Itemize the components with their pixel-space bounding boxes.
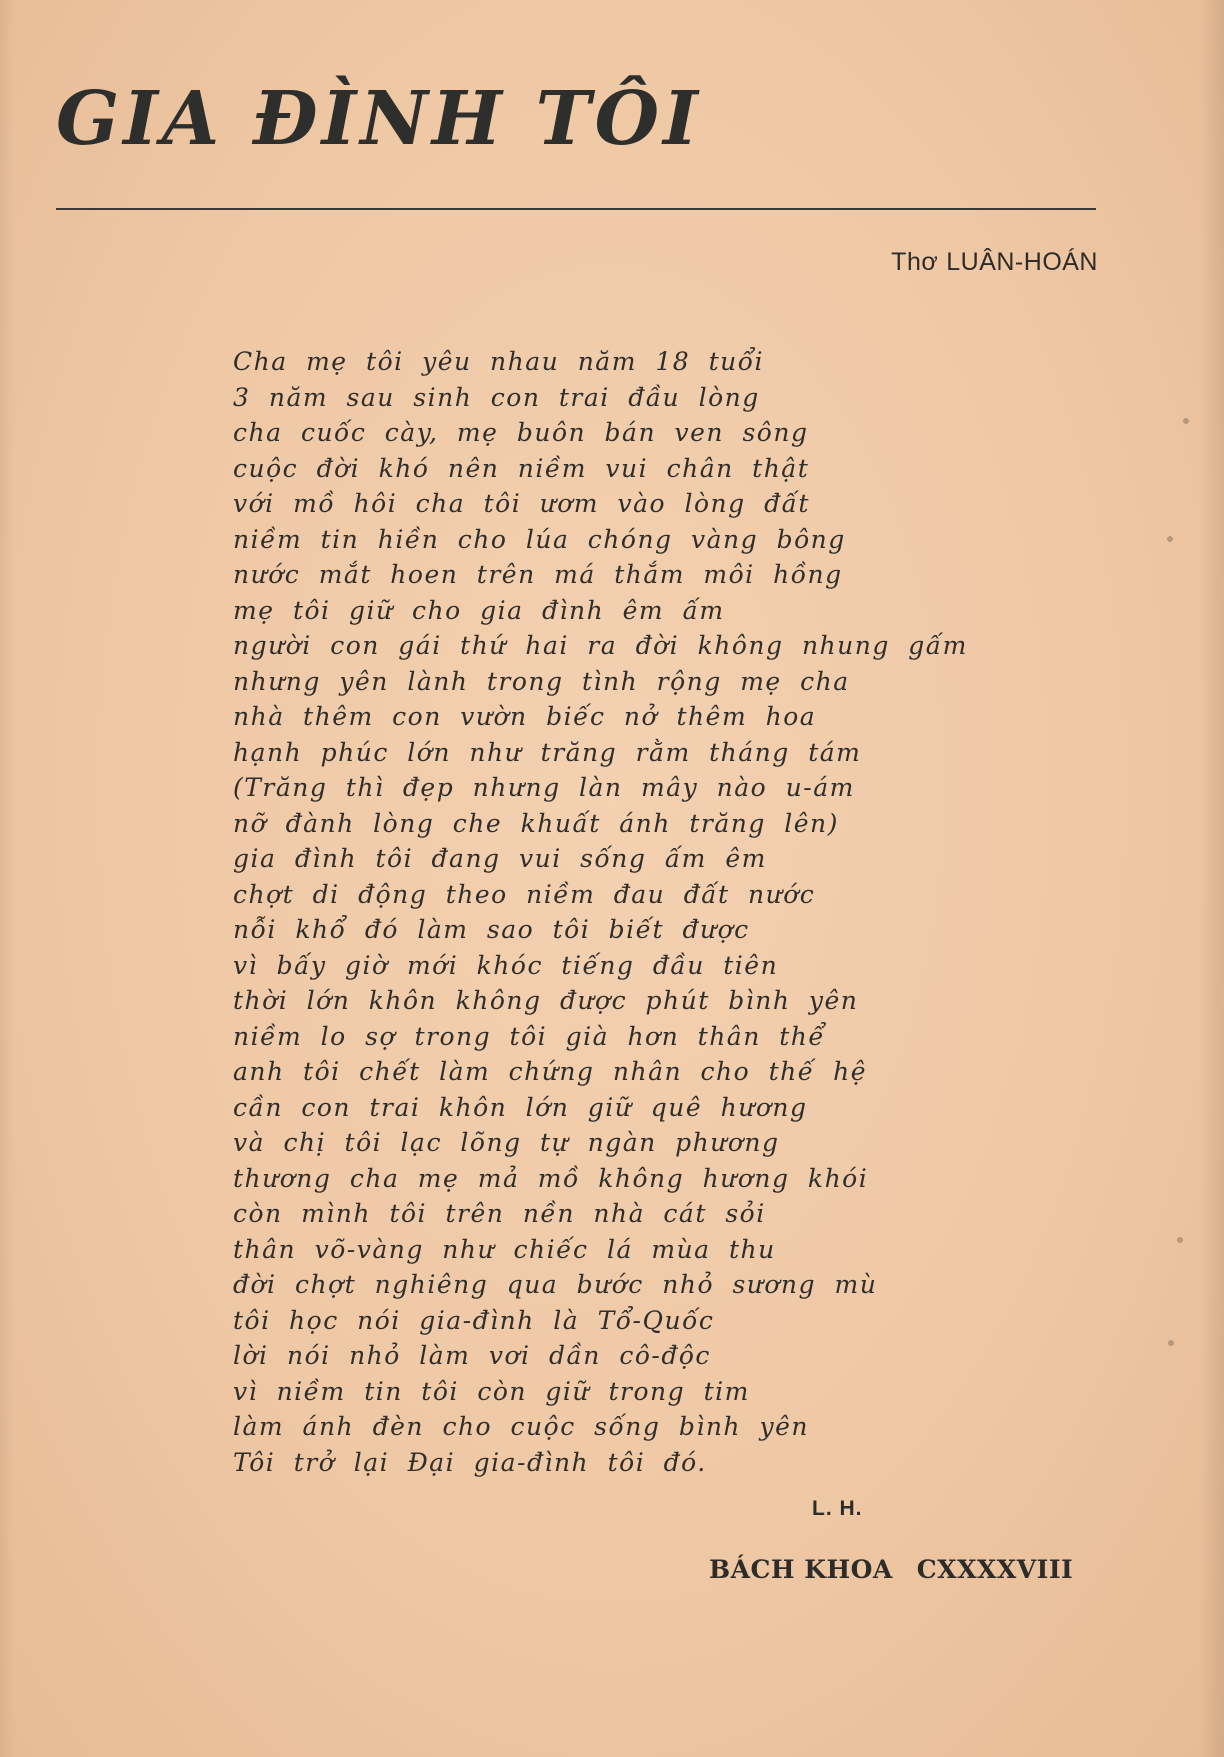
author-signature-initials: L. H.: [812, 1497, 863, 1520]
poem-line: người con gái thứ hai ra đời không nhung gấm: [233, 631, 968, 660]
poem-line: còn mình tôi trên nền nhà cát sỏi: [233, 1199, 766, 1228]
poem-line: thương cha mẹ mả mồ không hương khói: [233, 1163, 869, 1193]
poem-line: mẹ tôi giữ cho gia đình êm ấm: [233, 595, 725, 625]
poem-line: nỗi khổ đó làm sao tôi biết được: [233, 915, 750, 944]
poem-line: lời nói nhỏ làm vơi dần cô-độc: [233, 1341, 711, 1370]
poem-line: (Trăng thì đẹp nhưng làn mây nào u-ám: [233, 773, 855, 802]
poem-line: 3 năm sau sinh con trai đầu lòng: [233, 382, 760, 412]
poem-title: GIA ĐÌNH TÔI: [56, 76, 702, 162]
poem-line: hạnh phúc lớn như trăng rằm tháng tám: [233, 737, 862, 767]
poem-line: Tôi trở lại Đại gia-đình tôi đó.: [233, 1447, 707, 1477]
poem-line: nhưng yên lành trong tình rộng mẹ cha: [233, 666, 850, 696]
poem-line: nhà thêm con vườn biếc nở thêm hoa: [233, 702, 817, 731]
author-name: LUÂN-HOÁN: [946, 248, 1098, 276]
poem-line: tôi học nói gia-đình là Tổ-Quốc: [233, 1305, 715, 1335]
poem-body: [233, 344, 993, 1480]
poem-line: chợt di động theo niềm đau đất nước: [233, 879, 816, 909]
paper-speck: [1167, 536, 1173, 542]
paper-speck: [1177, 1237, 1183, 1243]
poem-line: đời chợt nghiêng qua bước nhỏ sương mù: [233, 1270, 878, 1299]
poem-line: anh tôi chết làm chứng nhân cho thế hệ: [233, 1057, 868, 1086]
poem-line: thời lớn khôn không được phút bình yên: [233, 986, 859, 1015]
byline-label: Thơ: [891, 248, 939, 276]
poem-line: niềm tin hiền cho lúa chóng vàng bông: [233, 524, 846, 554]
page-footer: [709, 1555, 1073, 1584]
poem-line: làm ánh đèn cho cuộc sống bình yên: [233, 1412, 809, 1441]
byline: [891, 248, 1098, 277]
title-divider: [56, 208, 1096, 210]
publication-name: BÁCH KHOA: [709, 1555, 893, 1584]
page-edge-shadow-left: [0, 0, 14, 1757]
paper-speck: [1168, 1340, 1174, 1346]
poem-line: Cha mẹ tôi yêu nhau năm 18 tuổi: [233, 347, 765, 376]
poem-line: nước mắt hoen trên má thắm môi hồng: [233, 560, 843, 589]
poem-line: niềm lo sợ trong tôi già hơn thân thể: [233, 1021, 826, 1051]
poem-line: cần con trai khôn lớn giữ quê hương: [233, 1092, 808, 1122]
poem-line: với mồ hôi cha tôi ươm vào lòng đất: [233, 489, 810, 518]
poem-line: thân võ-vàng như chiếc lá mùa thu: [233, 1234, 776, 1264]
issue-number: CXXXXVIII: [916, 1555, 1074, 1584]
poem-line: vì niềm tin tôi còn giữ trong tim: [233, 1376, 750, 1406]
poem-line: và chị tôi lạc lõng tự ngàn phương: [233, 1128, 780, 1157]
poem-line: vì bấy giờ mới khóc tiếng đầu tiên: [233, 950, 779, 980]
page-edge-shadow-right: [1200, 0, 1224, 1757]
poem-line: cuộc đời khó nên niềm vui chân thật: [233, 453, 810, 483]
poem-line: cha cuốc cày, mẹ buôn bán ven sông: [233, 418, 809, 447]
poem-line: gia đình tôi đang vui sống ấm êm: [233, 844, 767, 873]
poem-line: nỡ đành lòng che khuất ánh trăng lên): [233, 808, 839, 838]
paper-speck: [1183, 418, 1189, 424]
